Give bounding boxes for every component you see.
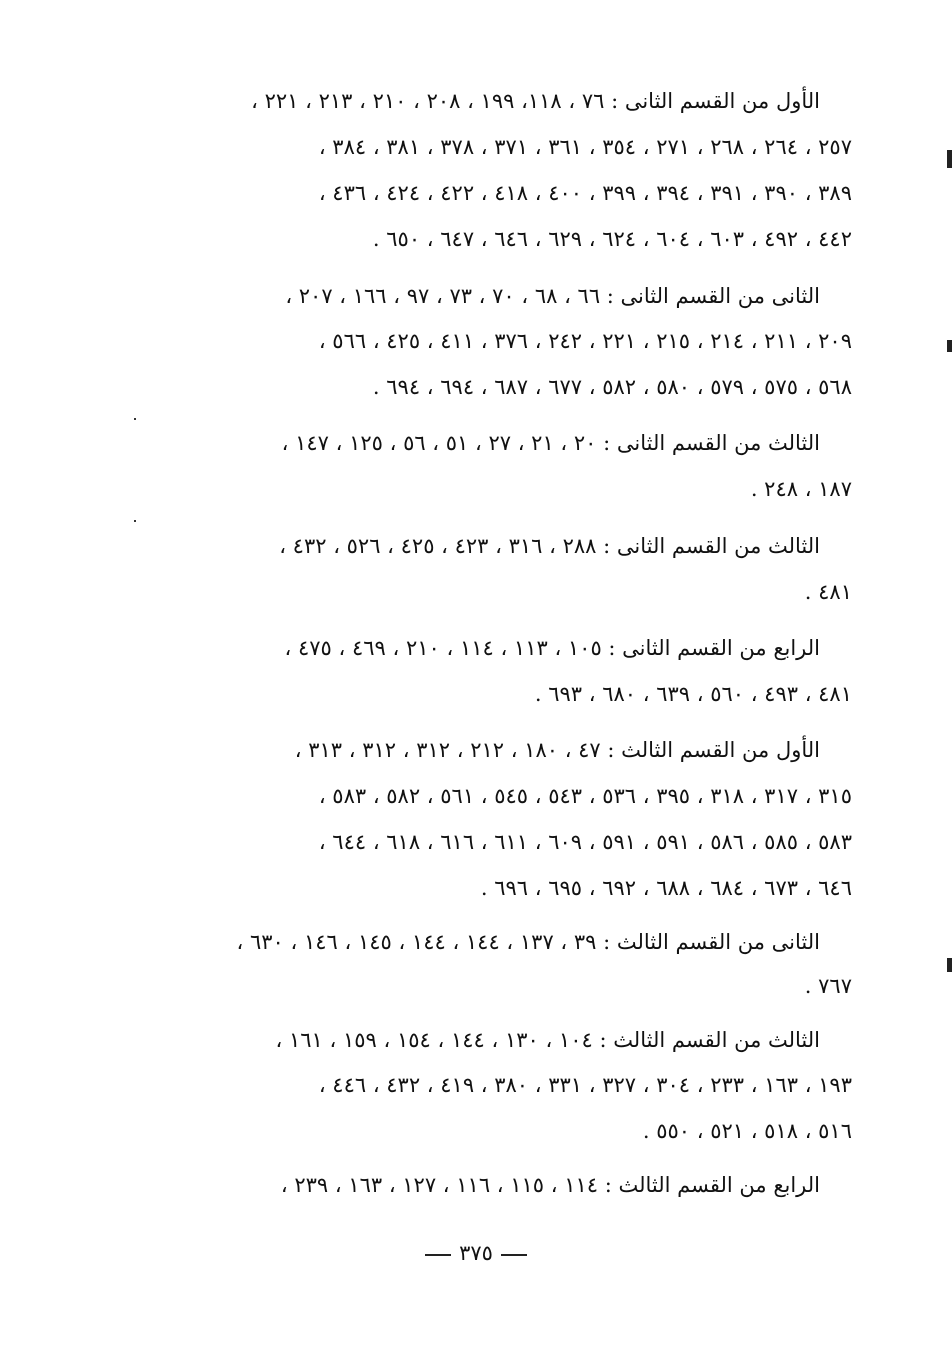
footer-dash-left <box>425 1254 451 1256</box>
text-line: ٤٨١ . <box>804 580 852 604</box>
margin-mark <box>947 958 952 972</box>
page-number-text: ٣٧٥ <box>459 1241 493 1265</box>
text-line: الأول من القسم الثالث : ٤٧ ، ١٨٠ ، ٢١٢ ، ٣١٢ ، ٣١٢ ، ٣١٣ ، <box>294 738 820 762</box>
text-line: الثالث من القسم الثانى : ٢٨٨ ، ٣١٦ ، ٤٢٣ ، ٤٢٥ ، ٥٢٦ ، ٤٣٢ ، <box>279 534 820 558</box>
text-line: ١٩٣ ، ١٦٣ ، ٢٣٣ ، ٣٠٤ ، ٣٢٧ ، ٣٣١ ، ٣٨٠ ، ٤١٩ ، ٤٣٢ ، ٤٤٦ ، <box>318 1073 852 1097</box>
margin-mark <box>947 150 952 168</box>
scan-speck <box>134 418 136 420</box>
text-line: ٣٨٩ ، ٣٩٠ ، ٣٩١ ، ٣٩٤ ، ٣٩٩ ، ٤٠٠ ، ٤١٨ ، ٤٢٢ ، ٤٢٤ ، ٤٣٦ ، <box>318 181 852 205</box>
text-line: ٦٤٦ ، ٦٧٣ ، ٦٨٤ ، ٦٨٨ ، ٦٩٢ ، ٦٩٥ ، ٦٩٦ . <box>480 876 852 900</box>
text-line: الرابع من القسم الثالث : ١١٤ ، ١١٥ ، ١١٦ ، ١٢٧ ، ١٦٣ ، ٢٣٩ ، <box>280 1173 820 1197</box>
text-line: ٥١٦ ، ٥١٨ ، ٥٢١ ، ٥٥٠ . <box>642 1119 852 1143</box>
text-line: ٢٠٩ ، ٢١١ ، ٢١٤ ، ٢١٥ ، ٢٢١ ، ٢٤٢ ، ٣٧٦ ، ٤١١ ، ٤٢٥ ، ٥٦٦ ، <box>318 329 852 353</box>
text-line: الثالث من القسم الثانى : ٢٠ ، ٢١ ، ٢٧ ، ٥١ ، ٥٦ ، ١٢٥ ، ١٤٧ ، <box>281 431 820 455</box>
text-line: ٤٨١ ، ٤٩٣ ، ٥٦٠ ، ٦٣٩ ، ٦٨٠ ، ٦٩٣ . <box>534 682 852 706</box>
text-line: الثانى من القسم الثانى : ٦٦ ، ٦٨ ، ٧٠ ، ٧٣ ، ٩٧ ، ١٦٦ ، ٢٠٧ ، <box>285 284 820 308</box>
text-line: ٥٦٨ ، ٥٧٥ ، ٥٧٩ ، ٥٨٠ ، ٥٨٢ ، ٦٧٧ ، ٦٨٧ ، ٦٩٤ ، ٦٩٤ . <box>372 375 852 399</box>
text-line: ٢٥٧ ، ٢٦٤ ، ٢٦٨ ، ٢٧١ ، ٣٥٤ ، ٣٦١ ، ٣٧١ ، ٣٧٨ ، ٣٨١ ، ٣٨٤ ، <box>318 135 852 159</box>
text-line: ٣١٥ ، ٣١٧ ، ٣١٨ ، ٣٩٥ ، ٥٣٦ ، ٥٤٣ ، ٥٤٥ ، ٥٦١ ، ٥٨٢ ، ٥٨٣ ، <box>318 784 852 808</box>
text-line: الثانى من القسم الثالث : ٣٩ ، ١٣٧ ، ١٤٤ ، ١٤٤ ، ١٤٥ ، ١٤٦ ، ٦٣٠ ، <box>236 930 820 954</box>
scan-speck <box>134 520 136 522</box>
text-line: ٤٤٢ ، ٤٩٢ ، ٦٠٣ ، ٦٠٤ ، ٦٢٤ ، ٦٢٩ ، ٦٤٦ ، ٦٤٧ ، ٦٥٠ . <box>372 227 852 251</box>
text-line: ٧٦٧ . <box>804 974 852 998</box>
text-line: الثالث من القسم الثالث : ١٠٤ ، ١٣٠ ، ١٤٤ ، ١٥٤ ، ١٥٩ ، ١٦١ ، <box>275 1028 820 1052</box>
text-line: الأول من القسم الثانى : ٧٦ ، ١١٨، ١٩٩ ، ٢٠٨ ، ٢١٠ ، ٢١٣ ، ٢٢١ ، <box>251 89 820 113</box>
page-number <box>0 1238 952 1268</box>
text-line: الرابع من القسم الثانى : ١٠٥ ، ١١٣ ، ١١٤ ، ٢١٠ ، ٤٦٩ ، ٤٧٥ ، <box>284 636 820 660</box>
margin-mark <box>947 340 952 352</box>
text-line: ١٨٧ ، ٢٤٨ . <box>750 477 852 501</box>
text-line: ٥٨٣ ، ٥٨٥ ، ٥٨٦ ، ٥٩١ ، ٥٩١ ، ٦٠٩ ، ٦١١ ، ٦١٦ ، ٦١٨ ، ٦٤٤ ، <box>318 830 852 854</box>
footer-dash-right <box>501 1254 527 1256</box>
